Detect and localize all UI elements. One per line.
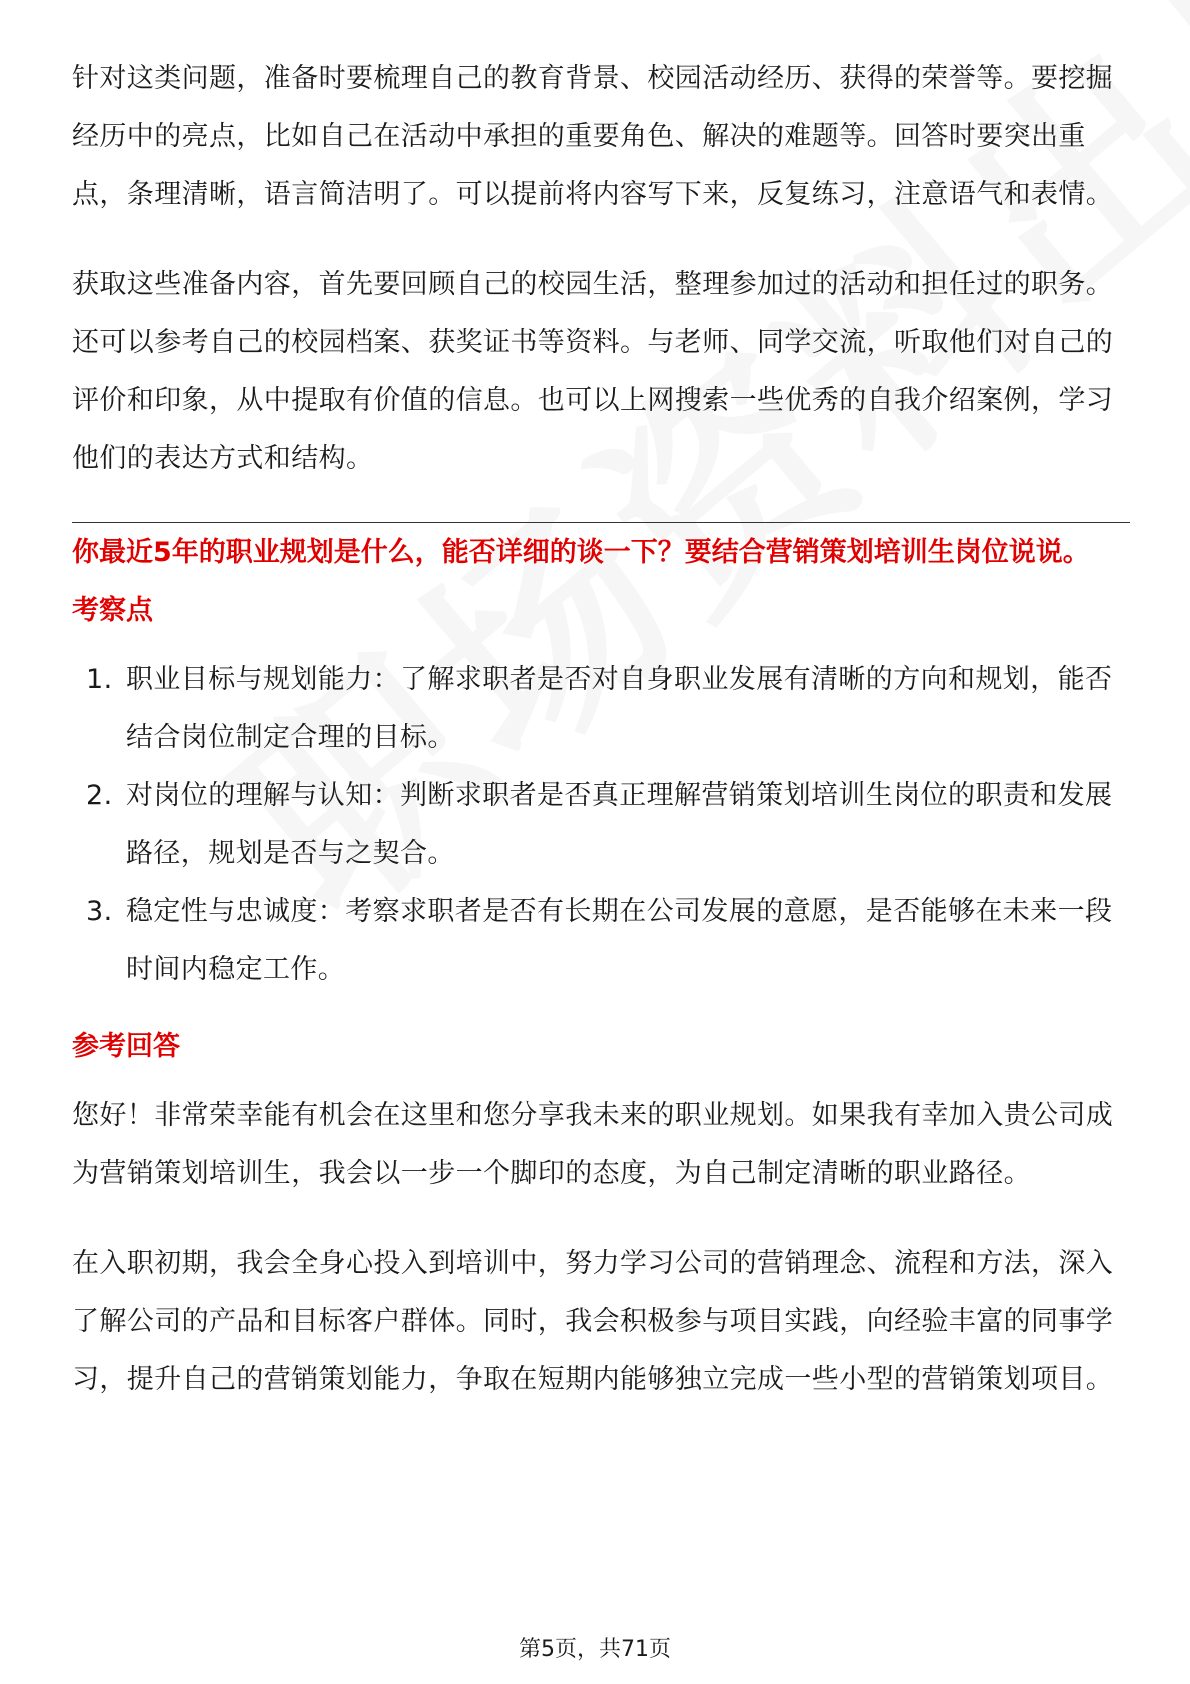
answer-paragraph: 您好！非常荣幸能有机会在这里和您分享我未来的职业规划。如果我有幸加入贵公司成为营销策划培训生，我会以一步一个脚印的态度，为自己制定清晰的职业路径。 xyxy=(72,1100,1114,1189)
list-number: 1. xyxy=(86,664,113,695)
list-number: 2. xyxy=(86,780,113,811)
list-item xyxy=(72,767,1130,883)
answer-paragraph: 在入职初期，我会全身心投入到培训中，努力学习公司的营销理念、流程和方法，深入了解公司的产品和目标客户群体。同时，我会积极参与项目实践，向经验丰富的同事学习，提升自己的营销策划能力，争取在短期内能够独立完成一些小型的营销策划项目。 xyxy=(72,1248,1114,1395)
list-item-text: 对岗位的理解与认知：判断求职者是否真正理解营销策划培训生岗位的职责和发展路径，规划是否与之契合。 xyxy=(126,780,1113,869)
body-paragraph: 获取这些准备内容，首先要回顾自己的校园生活，整理参加过的活动和担任过的职务。还可以参考自己的校园档案、获奖证书等资料。与老师、同学交流，听取他们对自己的评价和印象，从中提取有价值的信息。也可以上网搜索一些优秀的自我介绍案例，学习他们的表达方式和结构。 xyxy=(72,269,1114,474)
page-number-footer: 第5页，共71页 xyxy=(519,1637,671,1662)
list-number: 3. xyxy=(86,896,113,927)
assessment-list xyxy=(72,651,1130,999)
assessment-heading: 考察点 xyxy=(72,595,153,626)
body-paragraph: 针对这类问题，准备时要梳理自己的教育背景、校园活动经历、获得的荣誉等。要挖掘经历中的亮点，比如自己在活动中承担的重要角色、解决的难题等。回答时要突出重点，条理清晰，语言简洁明了。可以提前将内容写下来，反复练习，注意语气和表情。 xyxy=(72,63,1114,210)
list-item xyxy=(72,883,1130,999)
interview-question: 你最近5年的职业规划是什么，能否详细的谈一下？要结合营销策划培训生岗位说说。 xyxy=(72,537,1090,568)
section-divider xyxy=(72,522,1130,523)
list-item-text: 职业目标与规划能力：了解求职者是否对自身职业发展有清晰的方向和规划，能否结合岗位制定合理的目标。 xyxy=(126,664,1113,753)
list-item-text: 稳定性与忠诚度：考察求职者是否有长期在公司发展的意愿，是否能够在未来一段时间内稳定工作。 xyxy=(126,896,1113,985)
answer-heading: 参考回答 xyxy=(72,1031,180,1062)
list-item xyxy=(72,651,1130,767)
page-content xyxy=(72,50,1130,1441)
